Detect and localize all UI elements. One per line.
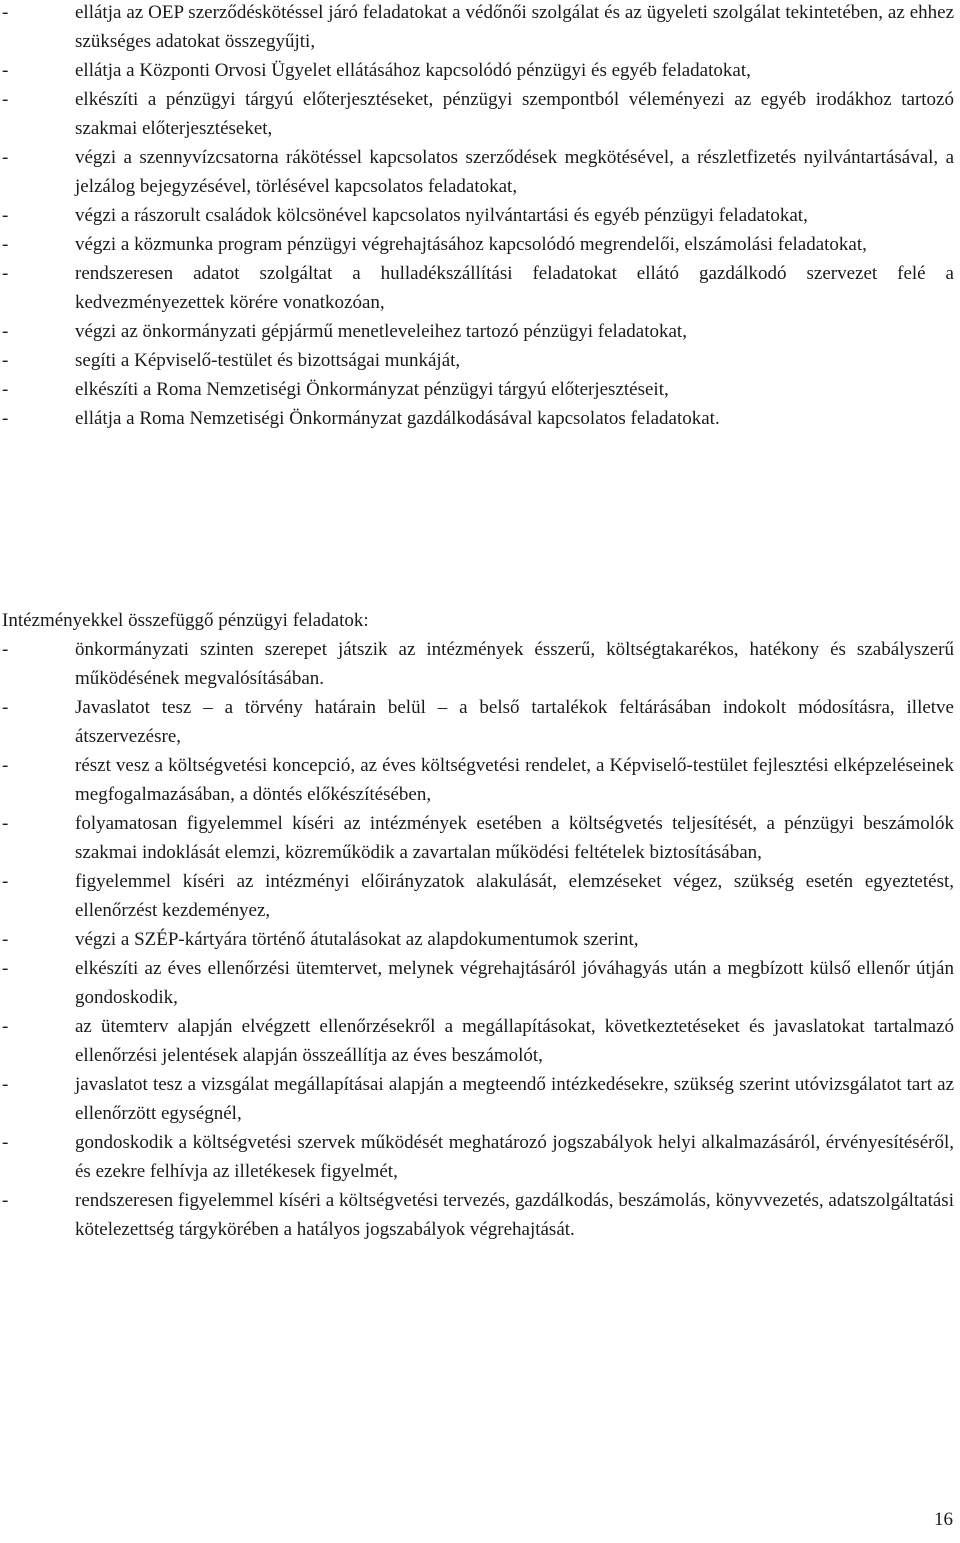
bullet-dash: -	[2, 408, 9, 429]
list-item	[0, 1070, 960, 1128]
list-item-text: elkészíti a pénzügyi tárgyú előterjesztéseket, pénzügyi szempontból véleményezi az egyéb irodákhoz tartozó szakmai előterjesztéseket,	[75, 89, 954, 139]
bullet-dash: -	[2, 755, 9, 776]
bullet-dash: -	[2, 929, 9, 950]
list-item	[0, 317, 960, 346]
list-item	[0, 85, 960, 143]
list-item-text: önkormányzati szinten szerepet játszik az intézmények ésszerű, költségtakarékos, hatékony és szabályszerű működésének megvalósításában.	[75, 639, 954, 689]
bullet-dash: -	[2, 813, 9, 834]
list-item	[0, 751, 960, 809]
list-item	[0, 1128, 960, 1186]
list-item-text: figyelemmel kíséri az intézményi előirányzatok alakulását, elemzéseket végez, szükség esetén egyeztetést, ellenőrzést kezdeményez,	[75, 871, 954, 921]
list-item-text: részt vesz a költségvetési koncepció, az éves költségvetési rendelet, a Képviselő-testület fejlesztési elképzeléseinek megfogalmazásában, a döntés előkészítésében,	[75, 755, 954, 805]
list-item	[0, 809, 960, 867]
section-duties	[0, 0, 960, 433]
list-item-text: végzi a rászorult családok kölcsönével kapcsolatos nyilvántartási és egyéb pénzügyi feladatokat,	[75, 205, 808, 226]
list-item	[0, 259, 960, 317]
list-item	[0, 375, 960, 404]
list-item	[0, 635, 960, 693]
list-item	[0, 230, 960, 259]
list-item-text: rendszeresen adatot szolgáltat a hulladékszállítási feladatokat ellátó gazdálkodó szervezet felé a kedvezményezettek körére vonatkozóan,	[75, 263, 954, 313]
list-item	[0, 56, 960, 85]
list-item	[0, 867, 960, 925]
list-item	[0, 346, 960, 375]
section-heading: Intézményekkel összefüggő pénzügyi feladatok:	[2, 610, 369, 631]
bullet-dash: -	[2, 1190, 9, 1211]
list-item-text: javaslatot tesz a vizsgálat megállapításai alapján a megteendő intézkedésekre, szükség szerint utóvizsgálatot tart az ellenőrzött egységnél,	[75, 1074, 954, 1124]
institution-duties-list	[0, 635, 960, 1244]
list-item	[0, 1012, 960, 1070]
bullet-dash: -	[2, 321, 9, 342]
bullet-dash: -	[2, 639, 9, 660]
bullet-dash: -	[2, 350, 9, 371]
duties-list	[0, 0, 960, 433]
bullet-dash: -	[2, 60, 9, 81]
bullet-dash: -	[2, 379, 9, 400]
list-item-text: végzi a közmunka program pénzügyi végrehajtásához kapcsolódó megrendelői, elszámolási feladatokat,	[75, 234, 867, 255]
list-item	[0, 925, 960, 954]
list-item-text: az ütemterv alapján elvégzett ellenőrzésekről a megállapításokat, következtetéseket és javaslatokat tartalmazó ellenőrzési jelentések alapján összeállítja az éves beszámolót,	[75, 1016, 954, 1066]
list-item-text: Javaslatot tesz – a törvény határain belül – a belső tartalékok feltárásában indokolt módosításra, illetve átszervezésre,	[75, 697, 954, 747]
bullet-dash: -	[2, 263, 9, 284]
list-item-text: rendszeresen figyelemmel kíséri a költségvetési tervezés, gazdálkodás, beszámolás, könyvvezetés, adatszolgáltatási kötelezettség tárgykörében a hatályos jogszabályok végrehajtását.	[75, 1190, 954, 1240]
list-item-text: elkészíti a Roma Nemzetiségi Önkormányzat pénzügyi tárgyú előterjesztéseit,	[75, 379, 669, 400]
bullet-dash: -	[2, 697, 9, 718]
list-item	[0, 693, 960, 751]
list-item	[0, 1186, 960, 1244]
list-item-text: segíti a Képviselő-testület és bizottságai munkáját,	[75, 350, 461, 371]
list-item	[0, 0, 960, 56]
list-item-text: végzi a SZÉP-kártyára történő átutalásokat az alapdokumentumok szerint,	[75, 929, 639, 950]
list-item	[0, 404, 960, 433]
list-item-text: elkészíti az éves ellenőrzési ütemtervet, melynek végrehajtásáról jóváhagyás után a megbízott külső ellenőr útján gondoskodik,	[75, 958, 954, 1008]
page-number: 16	[934, 1509, 953, 1530]
list-item-text: végzi a szennyvízcsatorna rákötéssel kapcsolatos szerződések megkötésével, a részletfizetés nyilvántartásával, a jelzálog bejegyzésével, törlésével kapcsolatos feladatokat,	[75, 147, 954, 197]
list-item-text: ellátja az OEP szerződéskötéssel járó feladatokat a védőnői szolgálat és az ügyeleti szolgálat tekintetében, az ehhez szükséges adatokat összegyűjti,	[75, 2, 954, 52]
list-item-text: végzi az önkormányzati gépjármű menetleveleihez tartozó pénzügyi feladatokat,	[75, 321, 687, 342]
list-item	[0, 954, 960, 1012]
bullet-dash: -	[2, 234, 9, 255]
bullet-dash: -	[2, 205, 9, 226]
bullet-dash: -	[2, 871, 9, 892]
bullet-dash: -	[2, 958, 9, 979]
list-item-text: gondoskodik a költségvetési szervek működését meghatározó jogszabályok helyi alkalmazásáról, érvényesítéséről, és ezekre felhívja az illetékesek figyelmét,	[75, 1132, 954, 1182]
list-item-text: folyamatosan figyelemmel kíséri az intézmények esetében a költségvetés teljesítését, a pénzügyi beszámolók szakmai indoklását elemzi, közreműködik a zavartalan működési feltételek biztosításában,	[75, 813, 954, 863]
bullet-dash: -	[2, 89, 9, 110]
bullet-dash: -	[2, 2, 9, 23]
bullet-dash: -	[2, 147, 9, 168]
list-item-text: ellátja a Roma Nemzetiségi Önkormányzat gazdálkodásával kapcsolatos feladatokat.	[75, 408, 720, 429]
bullet-dash: -	[2, 1132, 9, 1153]
list-item	[0, 143, 960, 201]
list-item-text: ellátja a Központi Orvosi Ügyelet ellátásához kapcsolódó pénzügyi és egyéb feladatokat,	[75, 60, 751, 81]
bullet-dash: -	[2, 1074, 9, 1095]
list-item	[0, 201, 960, 230]
section-institution-duties	[0, 606, 960, 1244]
bullet-dash: -	[2, 1016, 9, 1037]
